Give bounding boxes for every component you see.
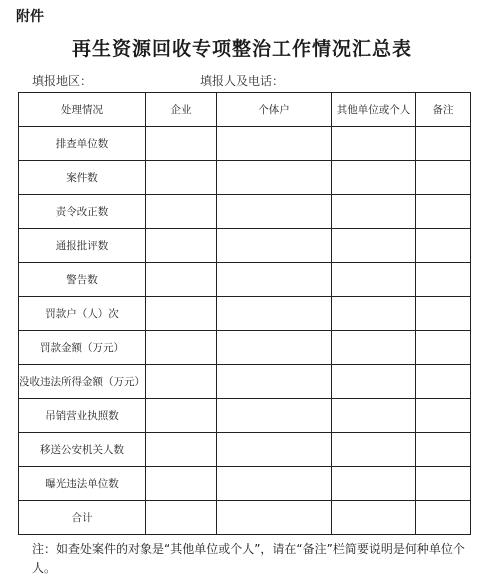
other-units-cell[interactable]	[332, 331, 416, 365]
individual-business-cell[interactable]	[217, 195, 332, 229]
row-label: 责令改正数	[19, 195, 146, 229]
attachment-label: 附件	[16, 9, 44, 25]
individual-business-cell[interactable]	[217, 365, 332, 399]
row-label: 曝光违法单位数	[19, 467, 146, 501]
column-header-handling: 处理情况	[19, 93, 146, 127]
individual-business-cell[interactable]	[217, 467, 332, 501]
reporter-label: 填报人及电话：	[200, 74, 285, 88]
individual-business-cell[interactable]	[217, 161, 332, 195]
remarks-cell[interactable]	[416, 501, 471, 535]
row-label: 案件数	[19, 161, 146, 195]
summary-table	[18, 92, 471, 535]
remarks-cell[interactable]	[416, 433, 471, 467]
remarks-cell[interactable]	[416, 161, 471, 195]
enterprise-cell[interactable]	[146, 365, 217, 399]
enterprise-cell[interactable]	[146, 433, 217, 467]
column-header-remarks: 备注	[416, 93, 471, 127]
table-row	[19, 297, 471, 331]
enterprise-cell[interactable]	[146, 399, 217, 433]
enterprise-cell[interactable]	[146, 229, 217, 263]
table-row	[19, 195, 471, 229]
other-units-cell[interactable]	[332, 263, 416, 297]
remarks-cell[interactable]	[416, 127, 471, 161]
enterprise-cell[interactable]	[146, 195, 217, 229]
individual-business-cell[interactable]	[217, 229, 332, 263]
remarks-cell[interactable]	[416, 399, 471, 433]
enterprise-cell[interactable]	[146, 467, 217, 501]
footnote: 注：如查处案件的对象是“其他单位或个人”，请在“备注”栏简要说明是何种单位个人。	[32, 542, 465, 575]
remarks-cell[interactable]	[416, 195, 471, 229]
other-units-cell[interactable]	[332, 161, 416, 195]
other-units-cell[interactable]	[332, 297, 416, 331]
individual-business-cell[interactable]	[217, 433, 332, 467]
other-units-cell[interactable]	[332, 365, 416, 399]
other-units-cell[interactable]	[332, 399, 416, 433]
remarks-cell[interactable]	[416, 331, 471, 365]
table-row	[19, 263, 471, 297]
individual-business-cell[interactable]	[217, 127, 332, 161]
table-row	[19, 365, 471, 399]
table-row	[19, 331, 471, 365]
table-row	[19, 161, 471, 195]
other-units-cell[interactable]	[332, 195, 416, 229]
row-label: 吊销营业执照数	[19, 399, 146, 433]
individual-business-cell[interactable]	[217, 297, 332, 331]
row-label: 通报批评数	[19, 229, 146, 263]
table-body	[19, 127, 471, 535]
individual-business-cell[interactable]	[217, 331, 332, 365]
row-label: 移送公安机关人数	[19, 433, 146, 467]
row-label: 合计	[19, 501, 146, 535]
enterprise-cell[interactable]	[146, 501, 217, 535]
individual-business-cell[interactable]	[217, 501, 332, 535]
enterprise-cell[interactable]	[146, 331, 217, 365]
row-label: 没收违法所得金额（万元）	[19, 365, 146, 399]
enterprise-cell[interactable]	[146, 297, 217, 331]
table-row	[19, 399, 471, 433]
remarks-cell[interactable]	[416, 263, 471, 297]
page-title: 再生资源回收专项整治工作情况汇总表	[71, 38, 412, 60]
other-units-cell[interactable]	[332, 229, 416, 263]
other-units-cell[interactable]	[332, 501, 416, 535]
region-label: 填报地区：	[32, 74, 93, 88]
other-units-cell[interactable]	[332, 127, 416, 161]
column-header-enterprise: 企业	[146, 93, 217, 127]
remarks-cell[interactable]	[416, 297, 471, 331]
table-header-row	[19, 93, 471, 127]
enterprise-cell[interactable]	[146, 127, 217, 161]
table-row	[19, 229, 471, 263]
column-header-individual-business: 个体户	[217, 93, 332, 127]
remarks-cell[interactable]	[416, 229, 471, 263]
other-units-cell[interactable]	[332, 433, 416, 467]
table-row	[19, 433, 471, 467]
row-label: 排查单位数	[19, 127, 146, 161]
table-row	[19, 467, 471, 501]
table-row	[19, 127, 471, 161]
other-units-cell[interactable]	[332, 467, 416, 501]
enterprise-cell[interactable]	[146, 161, 217, 195]
remarks-cell[interactable]	[416, 365, 471, 399]
remarks-cell[interactable]	[416, 467, 471, 501]
row-label: 警告数	[19, 263, 146, 297]
column-header-other-units: 其他单位或个人	[332, 93, 416, 127]
table-row	[19, 501, 471, 535]
enterprise-cell[interactable]	[146, 263, 217, 297]
individual-business-cell[interactable]	[217, 399, 332, 433]
individual-business-cell[interactable]	[217, 263, 332, 297]
row-label: 罚款金额（万元）	[19, 331, 146, 365]
row-label: 罚款户（人）次	[19, 297, 146, 331]
